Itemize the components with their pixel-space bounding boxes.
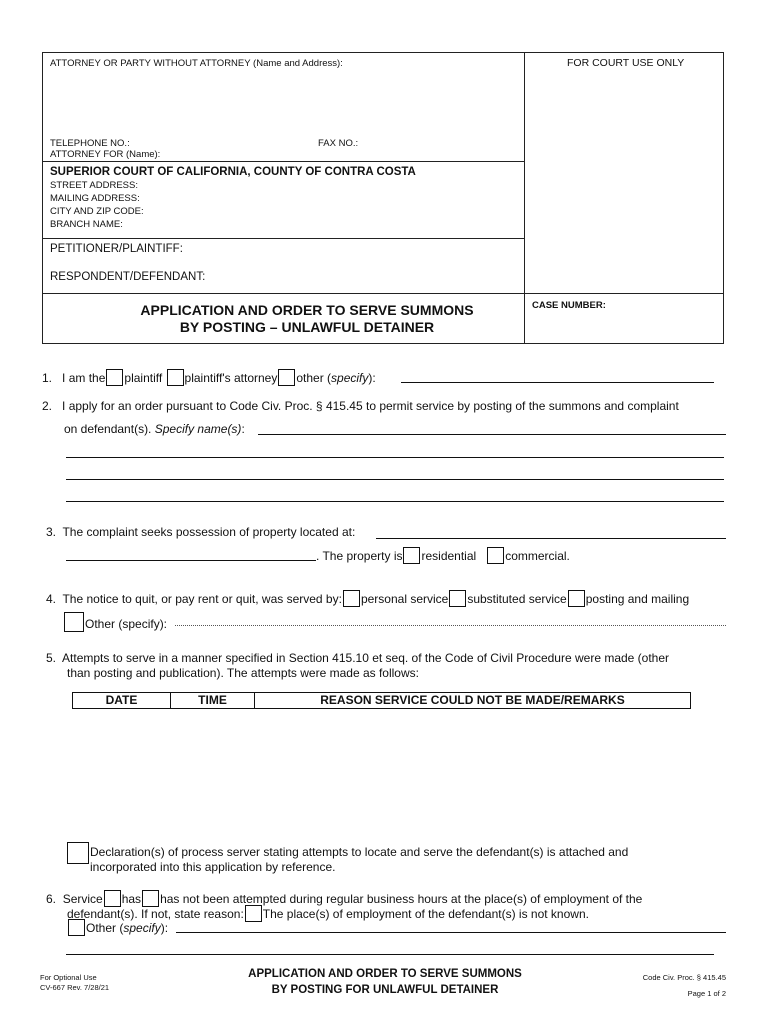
service-has-label: has bbox=[121, 892, 142, 906]
other-checkbox[interactable] bbox=[278, 369, 295, 386]
posting-mailing-label: posting and mailing bbox=[585, 592, 690, 606]
residential-checkbox[interactable] bbox=[403, 547, 420, 564]
declaration-text-2: incorporated into this application by reference. bbox=[90, 860, 336, 874]
item-4-text: The notice to quit, or pay rent or quit, was served by: bbox=[62, 592, 342, 606]
item-5 bbox=[46, 651, 669, 665]
mailing-address-label: MAILING ADDRESS: bbox=[50, 193, 140, 204]
defendant-names-line-2[interactable] bbox=[66, 457, 724, 458]
other-specify-italic: specify bbox=[331, 371, 369, 385]
employment-unknown-label: The place(s) of employment of the defendant(s) is not known. bbox=[262, 907, 589, 921]
form-title-line1: APPLICATION AND ORDER TO SERVE SUMMONS bbox=[140, 302, 474, 318]
item-3-number: 3. bbox=[46, 525, 57, 539]
footer-right-2: Page 1 of 2 bbox=[687, 989, 726, 998]
plaintiff-label: plaintiff bbox=[124, 371, 163, 385]
footer-title-1: APPLICATION AND ORDER TO SERVE SUMMONS bbox=[248, 968, 522, 980]
item-2-italic: Specify name(s) bbox=[154, 422, 242, 436]
footer-title-2: BY POSTING FOR UNLAWFUL DETAINER bbox=[271, 984, 499, 996]
plaintiffs-attorney-label: plaintiff's attorney bbox=[184, 371, 278, 385]
attorney-for-label: ATTORNEY FOR (Name): bbox=[50, 149, 161, 160]
court-name: SUPERIOR COURT OF CALIFORNIA, COUNTY OF CONTRA COSTA bbox=[50, 166, 416, 178]
employment-unknown-checkbox[interactable] bbox=[245, 905, 262, 922]
commercial-label: commercial. bbox=[505, 549, 570, 563]
petitioner-label: PETITIONER/PLAINTIFF: bbox=[50, 243, 183, 255]
table-header-date: DATE bbox=[73, 693, 171, 708]
item-6-text2: defendant(s). If not, state reason: bbox=[67, 907, 244, 921]
header-divider-vertical bbox=[524, 52, 525, 344]
posting-mailing-checkbox[interactable] bbox=[568, 590, 585, 607]
personal-service-label: personal service bbox=[360, 592, 449, 606]
substituted-service-checkbox[interactable] bbox=[449, 590, 466, 607]
item-6-number: 6. bbox=[46, 892, 57, 906]
item-3-text2: . The property is bbox=[316, 549, 403, 563]
item-6-other-line-2[interactable] bbox=[66, 954, 714, 955]
fax-label: FAX NO.: bbox=[318, 138, 359, 149]
declaration-text-1: Declaration(s) of process server stating attempts to locate and serve the defendant(s) is attached and bbox=[90, 845, 629, 859]
divider-title bbox=[42, 293, 724, 294]
divider-court bbox=[42, 161, 525, 162]
item-5-line2: than posting and publication). The attempts were made as follows: bbox=[67, 666, 419, 680]
item-6-other-checkbox[interactable] bbox=[68, 919, 85, 936]
branch-name-label: BRANCH NAME: bbox=[50, 219, 123, 230]
item-1-text: I am the bbox=[62, 371, 106, 385]
header-box bbox=[42, 52, 724, 344]
item-3-text: The complaint seeks possession of property located at: bbox=[62, 525, 356, 539]
respondent-label: RESPONDENT/DEFENDANT: bbox=[50, 271, 206, 283]
item-5-number: 5. bbox=[46, 651, 57, 665]
substituted-service-label: substituted service bbox=[467, 592, 567, 606]
defendant-names-line-4[interactable] bbox=[66, 501, 724, 502]
item-4 bbox=[46, 590, 689, 607]
item-2-text2: on defendant(s). bbox=[64, 422, 155, 436]
item-2-colon: : bbox=[241, 422, 245, 436]
residential-label: residential bbox=[421, 549, 477, 563]
plaintiffs-attorney-checkbox[interactable] bbox=[167, 369, 184, 386]
item-1-number: 1. bbox=[42, 371, 53, 385]
case-number-label: CASE NUMBER: bbox=[532, 300, 606, 311]
personal-service-checkbox[interactable] bbox=[343, 590, 360, 607]
service-has-not-label: has not been attempted during regular business hours at the place(s) of employment of the bbox=[160, 892, 643, 906]
other-end: ): bbox=[368, 371, 376, 385]
item-2 bbox=[42, 399, 679, 413]
property-address-line-2[interactable] bbox=[66, 560, 316, 561]
item-4-other-dotted-line[interactable] bbox=[175, 625, 726, 626]
item-4-number: 4. bbox=[46, 592, 57, 606]
court-use-label: FOR COURT USE ONLY bbox=[567, 57, 685, 69]
item-3 bbox=[46, 525, 355, 539]
footer-right-1: Code Civ. Proc. § 415.45 bbox=[642, 973, 726, 982]
item-2-number: 2. bbox=[42, 399, 53, 413]
item-4-other-label: Other (specify): bbox=[85, 617, 168, 631]
table-header-reason: REASON SERVICE COULD NOT BE MADE/REMARKS bbox=[320, 693, 625, 707]
table-header-time: TIME bbox=[171, 693, 255, 708]
item-1 bbox=[42, 369, 376, 386]
defendant-names-line-1[interactable] bbox=[258, 434, 726, 435]
item-4-other bbox=[63, 612, 167, 632]
item-5-text: Attempts to serve in a manner specified in Section 415.10 et seq. of the Code of Civil Procedure were made (other bbox=[62, 651, 670, 665]
city-zip-label: CITY AND ZIP CODE: bbox=[50, 206, 144, 217]
item-3-line2 bbox=[316, 547, 570, 564]
defendant-names-line-3[interactable] bbox=[66, 479, 724, 480]
item-2-text: I apply for an order pursuant to Code Civ. Proc. § 415.45 to permit service by posting of the summons and complaint bbox=[62, 399, 679, 413]
other-label: other ( bbox=[296, 371, 332, 385]
declaration-checkbox[interactable] bbox=[67, 842, 89, 864]
item-4-other-checkbox[interactable] bbox=[64, 612, 84, 632]
item-1-other-input-line[interactable] bbox=[401, 382, 714, 383]
commercial-checkbox[interactable] bbox=[487, 547, 504, 564]
item-2-line2 bbox=[64, 422, 245, 436]
telephone-label: TELEPHONE NO.: bbox=[50, 138, 130, 149]
form-title-line2: BY POSTING – UNLAWFUL DETAINER bbox=[179, 319, 435, 335]
attempts-table-header bbox=[72, 692, 691, 709]
item-6-text: Service bbox=[62, 892, 103, 906]
property-address-line-1[interactable] bbox=[376, 538, 726, 539]
item-6-other-line-1[interactable] bbox=[176, 932, 726, 933]
divider-parties bbox=[42, 238, 525, 239]
footer-left-2: CV-667 Rev. 7/28/21 bbox=[40, 983, 110, 992]
item-6-other-label: Other ( bbox=[86, 921, 124, 935]
item-6-other-end: ): bbox=[160, 921, 169, 935]
item-6-other-italic: specify bbox=[123, 921, 161, 935]
footer-left-1: For Optional Use bbox=[40, 973, 97, 982]
item-6-other bbox=[67, 919, 168, 936]
attorney-label: ATTORNEY OR PARTY WITHOUT ATTORNEY (Name and Address): bbox=[50, 58, 343, 69]
street-address-label: STREET ADDRESS: bbox=[50, 180, 138, 191]
plaintiff-checkbox[interactable] bbox=[106, 369, 123, 386]
